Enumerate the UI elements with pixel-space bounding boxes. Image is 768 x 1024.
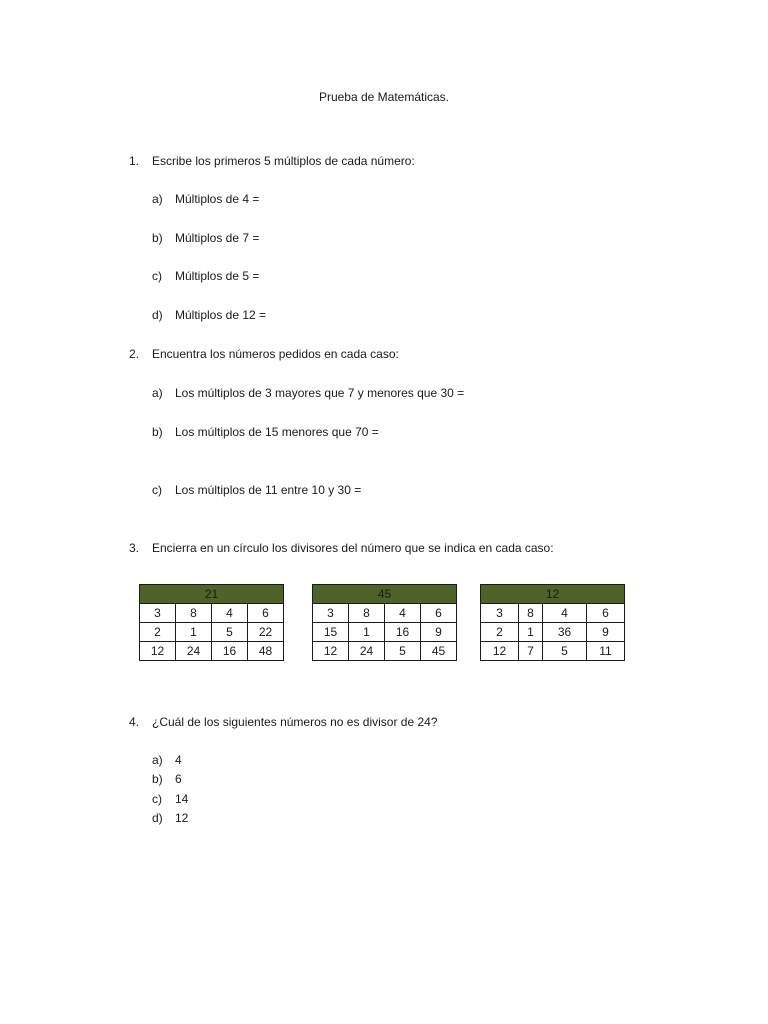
- table-cell[interactable]: 2: [140, 623, 176, 642]
- divisors-table-21: [139, 584, 284, 661]
- question-2-c-text: Los múltiplos de 11 entre 10 y 30 =: [175, 483, 362, 497]
- question-4-b-option[interactable]: 6: [175, 772, 182, 786]
- divisors-table-45: [312, 584, 457, 661]
- question-4-number: 4.: [129, 715, 140, 729]
- table-cell[interactable]: 6: [248, 604, 284, 623]
- table-cell[interactable]: 8: [176, 604, 212, 623]
- question-4-c-letter: c): [152, 792, 162, 806]
- table-cell[interactable]: 5: [212, 623, 248, 642]
- question-4-a-option[interactable]: 4: [175, 753, 182, 767]
- table-cell[interactable]: 12: [140, 642, 176, 661]
- table-cell[interactable]: 9: [421, 623, 457, 642]
- table-cell[interactable]: 4: [543, 604, 587, 623]
- table-cell[interactable]: 7: [519, 642, 543, 661]
- table-cell[interactable]: 6: [421, 604, 457, 623]
- question-2-a-letter: a): [152, 386, 163, 400]
- table-cell[interactable]: 4: [385, 604, 421, 623]
- table-cell[interactable]: 48: [248, 642, 284, 661]
- question-1-number: 1.: [129, 154, 140, 168]
- table-cell[interactable]: 15: [313, 623, 349, 642]
- question-2-a-text: Los múltiplos de 3 mayores que 7 y menores que 30 =: [175, 386, 465, 400]
- question-4-a-letter: a): [152, 753, 163, 767]
- table-cell[interactable]: 2: [481, 623, 519, 642]
- table-cell[interactable]: 22: [248, 623, 284, 642]
- question-2-number: 2.: [129, 347, 140, 361]
- question-1-c-letter: c): [152, 269, 162, 283]
- table-cell[interactable]: 6: [587, 604, 625, 623]
- question-1-b-letter: b): [152, 231, 163, 245]
- question-2-b-text: Los múltiplos de 15 menores que 70 =: [175, 425, 379, 439]
- table-cell[interactable]: 1: [349, 623, 385, 642]
- table-cell[interactable]: 3: [313, 604, 349, 623]
- page-title: Prueba de Matemáticas.: [318, 90, 450, 104]
- question-1-d-letter: d): [152, 308, 163, 322]
- question-4-d-option[interactable]: 12: [175, 811, 189, 825]
- question-1-a-letter: a): [152, 192, 163, 206]
- divisors-table-12: [480, 584, 625, 661]
- question-2-c-letter: c): [152, 483, 162, 497]
- table-cell[interactable]: 4: [212, 604, 248, 623]
- table-header: 45: [313, 585, 457, 604]
- table-cell[interactable]: 12: [481, 642, 519, 661]
- question-4-text: ¿Cuál de los siguientes números no es divisor de 24?: [152, 715, 438, 729]
- table-cell[interactable]: 12: [313, 642, 349, 661]
- table-cell[interactable]: 3: [481, 604, 519, 623]
- question-1-c-text: Múltiplos de 5 =: [175, 269, 260, 283]
- question-4-b-letter: b): [152, 772, 163, 786]
- question-3-text: Encierra en un círculo los divisores del número que se indica en cada caso:: [152, 541, 554, 555]
- table-cell[interactable]: 36: [543, 623, 587, 642]
- question-4-d-letter: d): [152, 811, 163, 825]
- table-cell[interactable]: 8: [349, 604, 385, 623]
- question-3-number: 3.: [129, 541, 140, 555]
- table-cell[interactable]: 16: [212, 642, 248, 661]
- table-header: 12: [481, 585, 625, 604]
- table-cell[interactable]: 5: [385, 642, 421, 661]
- table-cell[interactable]: 9: [587, 623, 625, 642]
- question-1-text: Escribe los primeros 5 múltiplos de cada número:: [152, 154, 415, 168]
- table-cell[interactable]: 8: [519, 604, 543, 623]
- table-cell[interactable]: 1: [176, 623, 212, 642]
- question-4-c-option[interactable]: 14: [175, 792, 189, 806]
- table-cell[interactable]: 24: [176, 642, 212, 661]
- question-1-a-text: Múltiplos de 4 =: [175, 192, 260, 206]
- question-2-b-letter: b): [152, 425, 163, 439]
- question-1-d-text: Múltiplos de 12 =: [175, 308, 267, 322]
- question-1-b-text: Múltiplos de 7 =: [175, 231, 260, 245]
- table-cell[interactable]: 24: [349, 642, 385, 661]
- table-cell[interactable]: 3: [140, 604, 176, 623]
- table-cell[interactable]: 11: [587, 642, 625, 661]
- question-2-text: Encuentra los números pedidos en cada caso:: [152, 347, 399, 361]
- table-cell[interactable]: 16: [385, 623, 421, 642]
- table-header: 21: [140, 585, 284, 604]
- table-cell[interactable]: 5: [543, 642, 587, 661]
- table-cell[interactable]: 1: [519, 623, 543, 642]
- table-cell[interactable]: 45: [421, 642, 457, 661]
